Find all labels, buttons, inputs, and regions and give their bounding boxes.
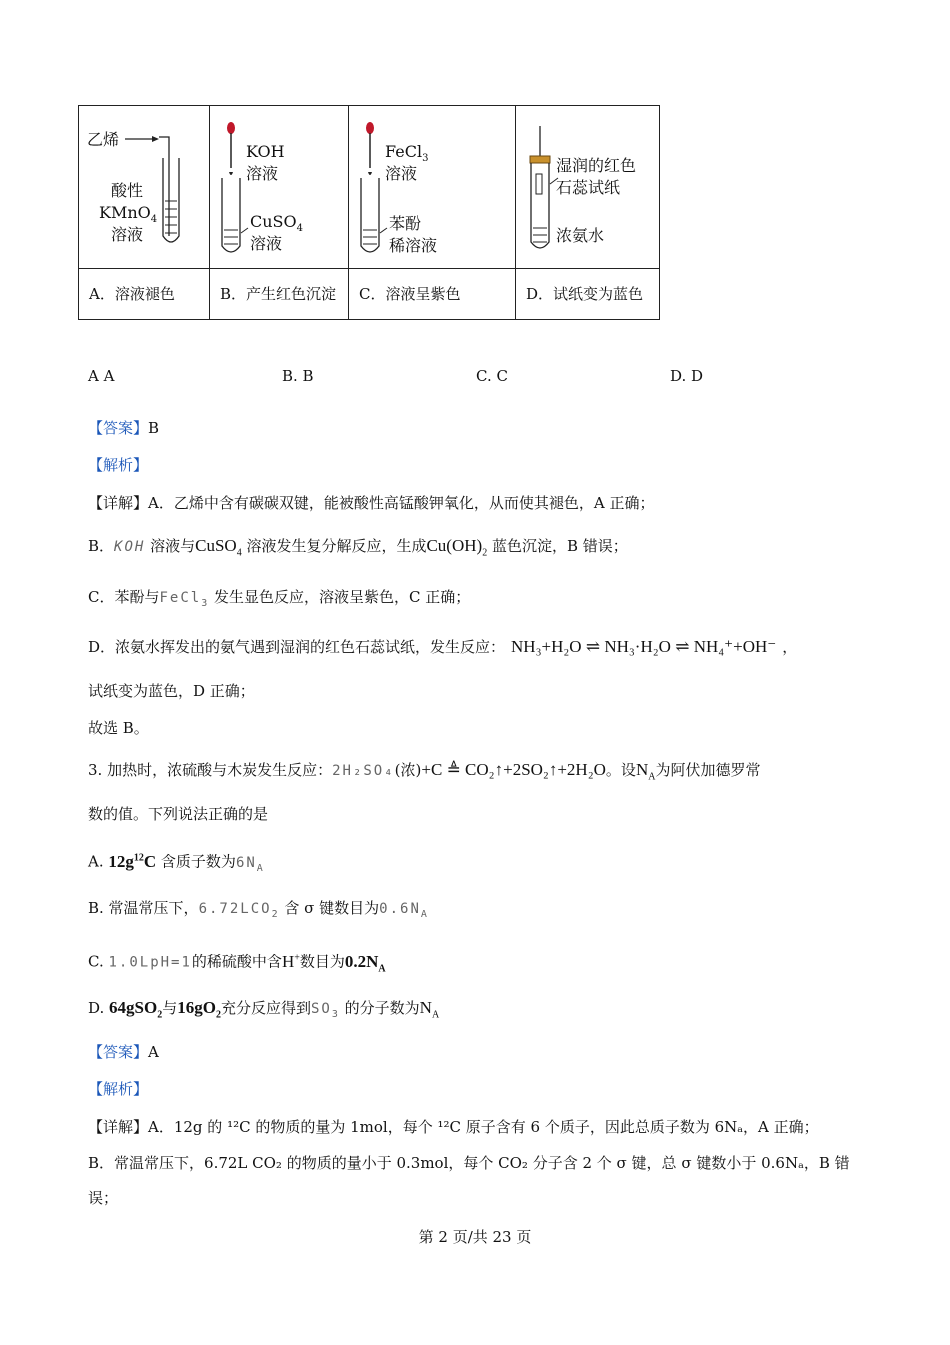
kmno4-test-tube-icon [79, 106, 209, 268]
caption-b: B．产生红色沉淀 [210, 269, 349, 320]
q3-option-d: D. 64gSO$_2$与$16gO_2$充分反应得到$SO_3$ 的分子数为$N_A$ [88, 998, 440, 1021]
q2-option-c: C. C [476, 367, 508, 385]
q3-detail-b: B．常温常压下，6.72L CO₂ 的物质的量小于 0.3mol，每个 CO₂ 分子含 2 个 σ 键，总 σ 键数小于 0.6Nₐ，B 错 [88, 1154, 850, 1172]
label-acidic: 酸性 [111, 181, 144, 200]
q3-option-a: A. $12g^{12}C$ 含质子数为$6N_A$ [88, 851, 265, 874]
q2-option-d: D. D [670, 367, 704, 385]
q3-option-c: C. 1.0LpH=1的稀硫酸中含H+数目为$0.2N_A$ [88, 951, 386, 975]
q2-option-a: A A [88, 367, 115, 385]
figure-cell-b [210, 106, 349, 269]
label-dilute-solution: 稀溶液 [389, 236, 438, 255]
q3-option-b: B. 常温常压下，$6.72LCO_2$ 含 σ 键数目为$0.6N_A$ [88, 899, 429, 920]
figure-cell-c [349, 106, 516, 269]
figure-cell-a [79, 106, 210, 269]
label-ethylene: 乙烯 [87, 130, 120, 149]
q3-detail-a: 【详解】A．12g 的 ¹²C 的物质的量为 1mol，每个 ¹²C 原子含有 6 个质子，因此总质子数为 6Nₐ，A 正确； [88, 1118, 819, 1136]
q2-option-b: B. B [282, 367, 314, 385]
label-solution-fecl3: 溶液 [385, 164, 418, 183]
caption-a: A．溶液褪色 [79, 269, 210, 320]
label-solution-cuso4: 溶液 [250, 234, 283, 253]
caption-d: D．试纸变为蓝色 [516, 269, 660, 320]
label-fecl3: FeCl$_3$ [385, 142, 429, 165]
caption-c: C．溶液呈紫色 [349, 269, 516, 320]
label-litmus-paper: 石蕊试纸 [556, 178, 621, 197]
q2-detail-b: B．KOH 溶液与CuSO$_4$ 溶液发生复分解反应，生成$Cu(OH)_2$ 蓝色沉淀，B 错误； [88, 536, 628, 559]
label-ammonia: 浓氨水 [556, 226, 605, 245]
label-solution-koh: 溶液 [246, 164, 279, 183]
q3-detail-b-cont: 误； [88, 1189, 119, 1207]
q2-answer: 【答案】B [88, 419, 160, 437]
q2-detail-c: C．苯酚与FeCl$_3$ 发生显色反应，溶液呈紫色，C 正确； [88, 588, 471, 609]
label-wet-red: 湿润的红色 [556, 156, 637, 175]
q2-detail-d: D．浓氨水挥发出的氨气遇到湿润的红色石蕊试纸，发生反应： NH₃+H₂O ⇌ NH₃·H₂O ⇌ NH₄⁺+OH⁻ ， [88, 637, 798, 656]
q2-analysis-heading: 【解析】 [88, 456, 149, 474]
page-footer: 第 2 页/共 23 页 [418, 1228, 532, 1246]
figure-cell-d [516, 106, 660, 269]
experiment-figure-table [78, 105, 660, 320]
q2-detail-d-cont: 试纸变为蓝色，D 正确； [88, 682, 255, 700]
label-solution-a: 溶液 [111, 225, 144, 244]
q2-conclusion: 故选 B。 [88, 719, 149, 737]
label-koh: KOH [246, 142, 285, 161]
label-kmno4: KMnO$_4$ [99, 203, 158, 226]
q3-analysis-heading: 【解析】 [88, 1080, 149, 1098]
q3-stem-line1: 3. 加热时，浓硫酸与木炭发生反应：2H₂SO₄(浓)+C ≜ CO₂↑+2SO₂↑+2H₂O。设$N_A$为阿伏加德罗常 [88, 760, 761, 783]
label-phenol: 苯酚 [389, 214, 422, 233]
label-cuso4: CuSO$_4$ [250, 212, 303, 235]
q3-stem-line2: 数的值。下列说法正确的是 [88, 805, 269, 823]
q3-answer: 【答案】A [88, 1043, 159, 1061]
q2-detail-a: 【详解】A．乙烯中含有碳碳双键，能被酸性高锰酸钾氧化，从而使其褪色，A 正确； [88, 494, 655, 512]
